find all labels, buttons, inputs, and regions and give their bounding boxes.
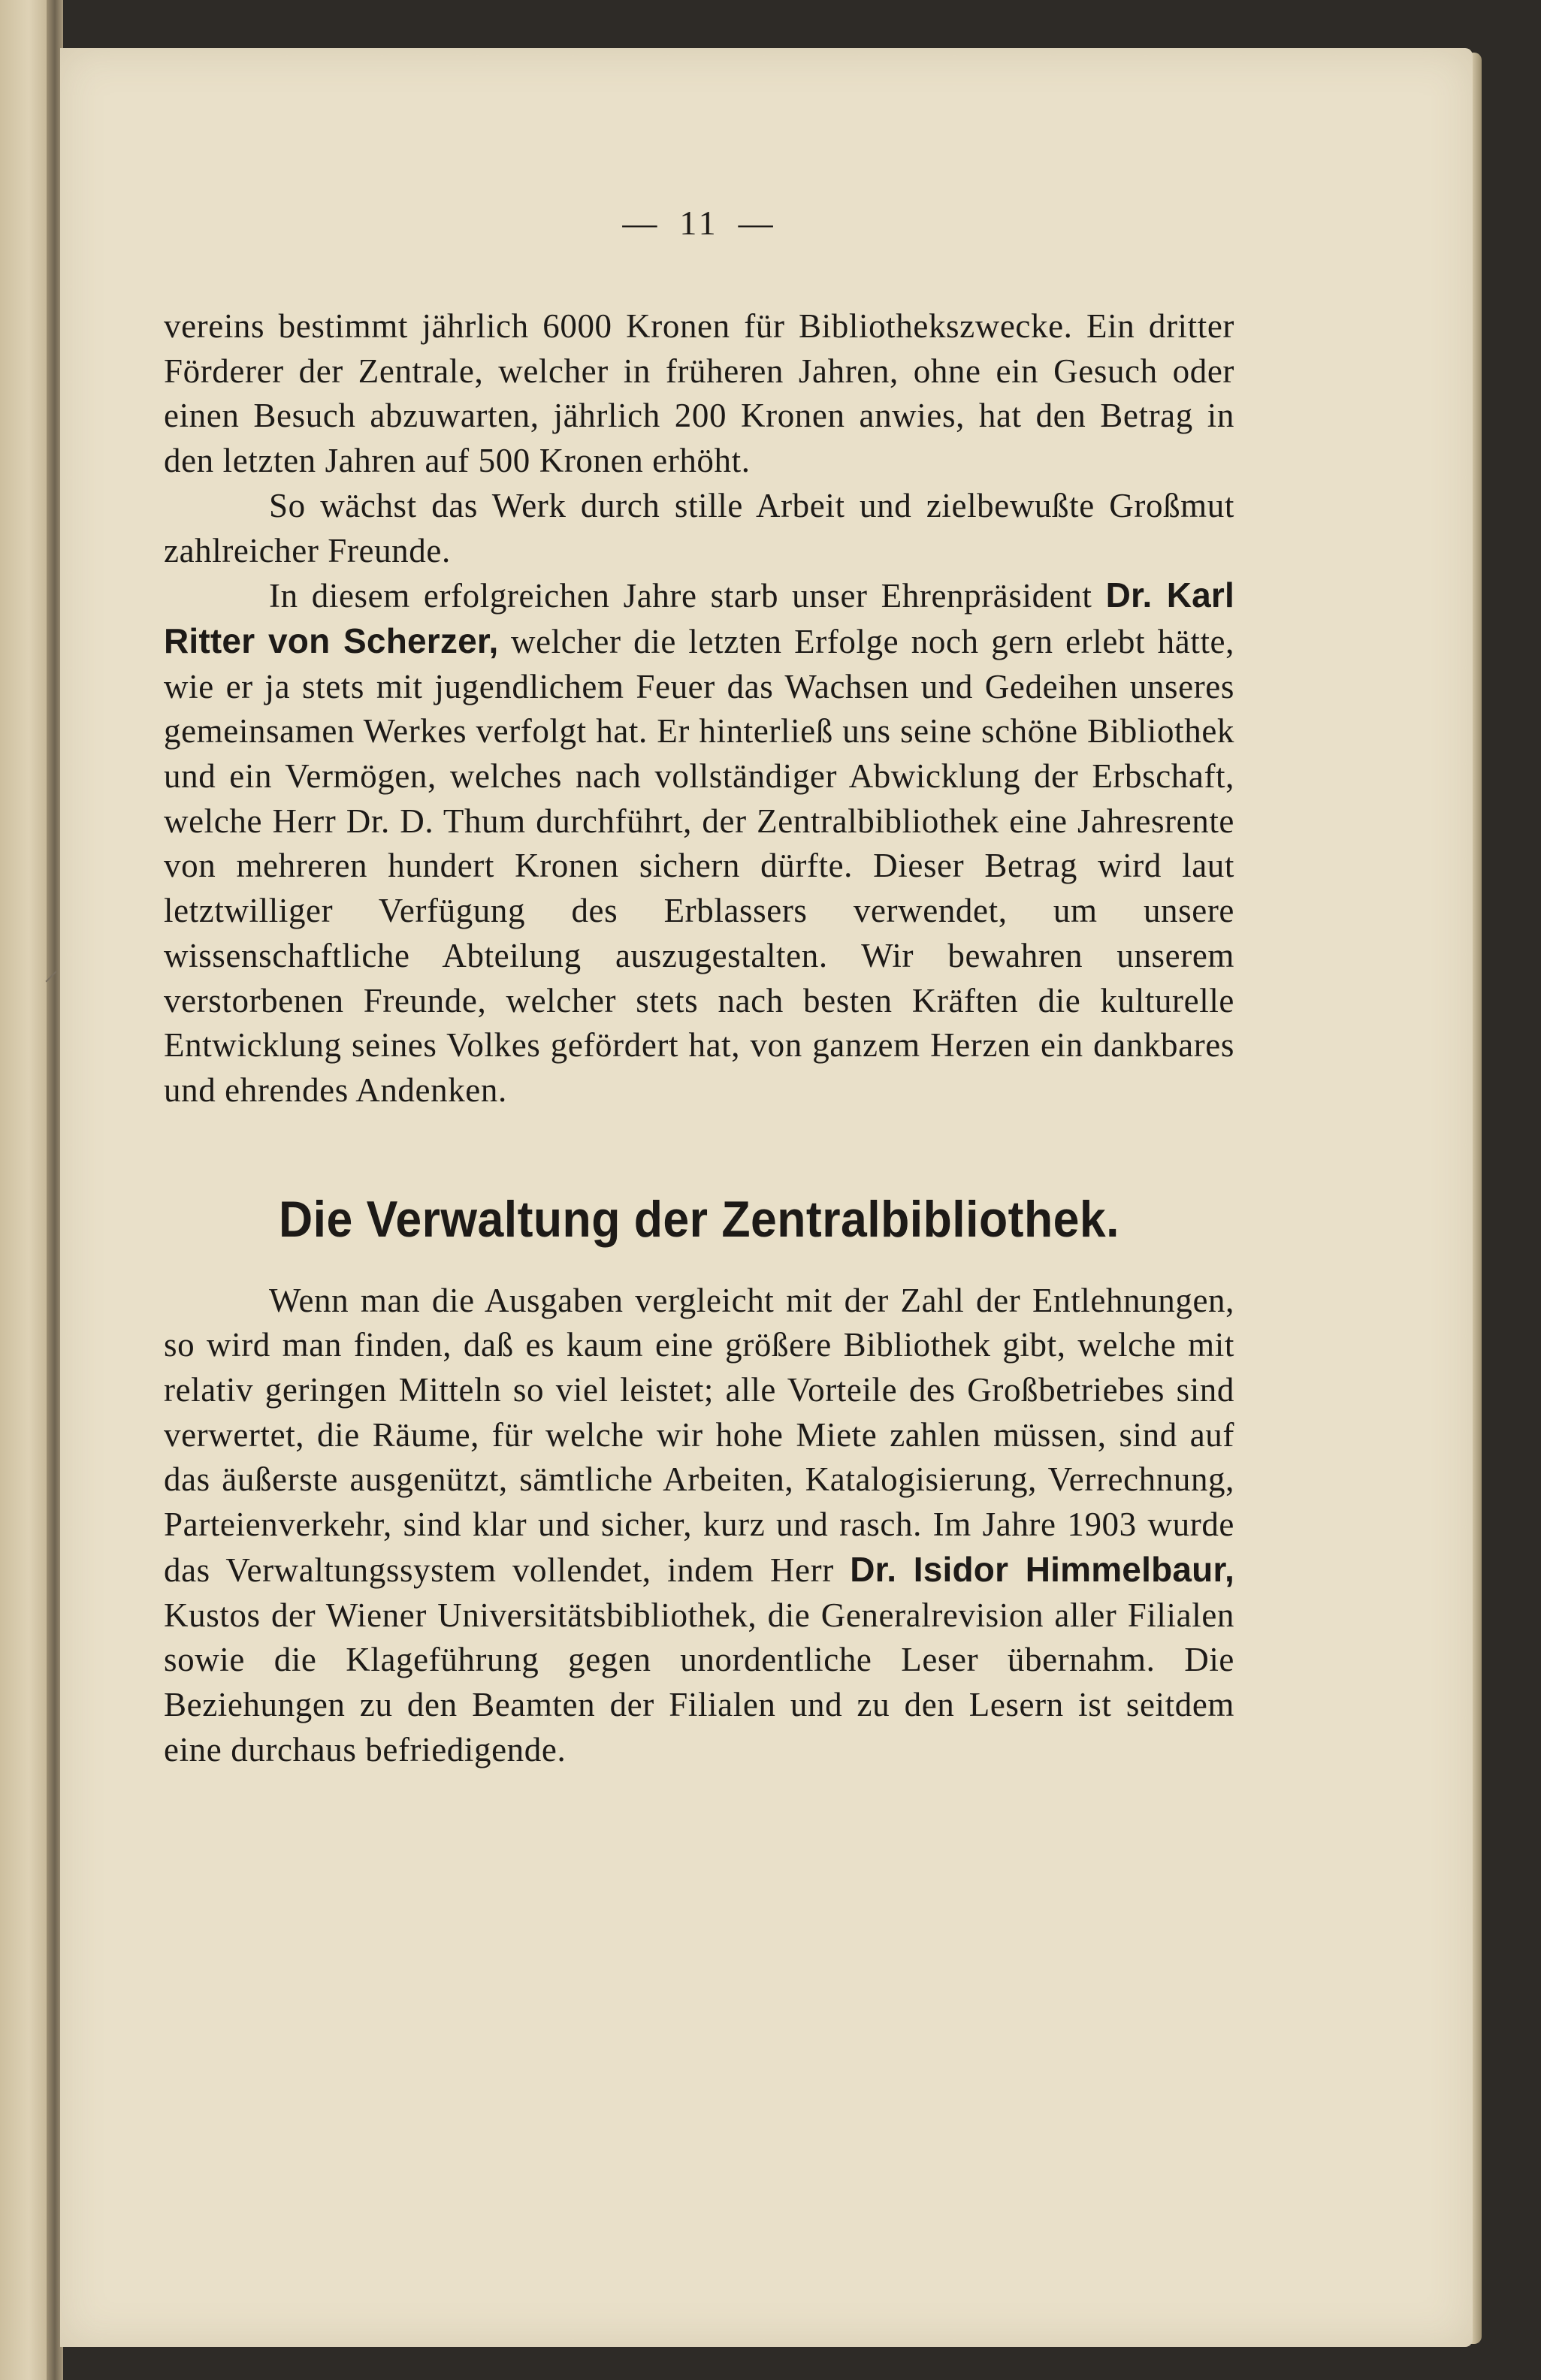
paragraph-growth: So wächst das Werk durch stille Arbeit und zielbewußte Großmut zahlreicher Freunde. — [164, 486, 1234, 569]
page-number-dash-left: — — [622, 204, 660, 242]
page-content — [164, 203, 1234, 1772]
facing-page-edge — [0, 0, 53, 2380]
custodian-name: Dr. Isidor Himmelbaur, — [850, 1549, 1234, 1589]
administration-text-rest: Kustos der Wiener Universitätsbibliothek, die Generalrevision aller Filialen sowie die Klageführung gegen unordentliche Leser übernahm. Die Beziehungen zu den Beamten der Filialen und zu den Lesern ist seitdem eine durchaus befriedigende. — [164, 1596, 1234, 1768]
paragraph-funding: vereins bestimmt jährlich 6000 Kronen für Bibliothekszwecke. Ein dritter Förderer der Zentrale, welcher in früheren Jahren, ohne ein Gesuch oder einen Besuch abzuwarten, jährlich 200 Kronen anwies, hat den Betrag in den letzten Jahren auf 500 Kronen erhöht. — [164, 307, 1234, 480]
page-number-dash-right: — — [738, 204, 776, 242]
page-edge-shadow — [1471, 53, 1482, 2344]
paragraph-administration — [164, 1279, 1234, 1773]
margin-pencil-mark: ⸍ — [44, 965, 59, 1000]
page-number-value: 11 — [679, 204, 719, 242]
section-heading: Die Verwaltung der Zentralbibliothek. — [279, 1190, 1119, 1248]
administration-text-start: Wenn man die Ausgaben vergleicht mit der Zahl der Entlehnungen, so wird man finden, daß es kaum eine größere Bibliothek gibt, welche mit relativ geringen Mitteln so viel leistet; alle Vorteile des Großbetriebes sind verwertet, die Räume, für welche wir hohe Miete zahlen müssen, sind auf das äußerste ausgenützt, sämtliche Arbeiten, Katalogisierung, Verrechnung, Parteienverkehr, sind klar und sicher, kurz und rasch. Im Jahre 1903 wurde das Verwaltungssystem vollendet, indem Herr — [164, 1281, 1234, 1589]
page-number — [164, 203, 1234, 243]
obituary-text-start: In diesem erfolgreichen Jahre starb unser Ehrenpräsident — [269, 577, 1092, 615]
paragraph-obituary — [164, 573, 1234, 1113]
obituary-text-rest: welcher die letzten Erfolge noch gern erlebt hätte, wie er ja stets mit jugendlichem Feuer das Wachsen und Gedeihen unseres gemeinsamen Werkes verfolgt hat. Er hinterließ uns seine schöne Bibliothek und ein Vermögen, welches nach vollständiger Abwicklung der Erbschaft, welche Herr Dr. D. Thum durchführt, der Zentralbibliothek eine Jahresrente von mehreren hundert Kronen sichern dürfte. Dieser Betrag wird laut letztwilliger Verfügung des Erblassers verwendet, um unsere wissenschaftliche Abteilung auszugestalten. Wir bewahren unserem verstorbenen Freunde, welcher stets nach besten Kräften die kulturelle Entwicklung seines Volkes gefördert hat, von ganzem Herzen ein dankbares und ehrendes Andenken. — [164, 622, 1234, 1109]
honorary-president-name: Dr. Karl Ritter von Scherzer, — [164, 575, 1235, 660]
